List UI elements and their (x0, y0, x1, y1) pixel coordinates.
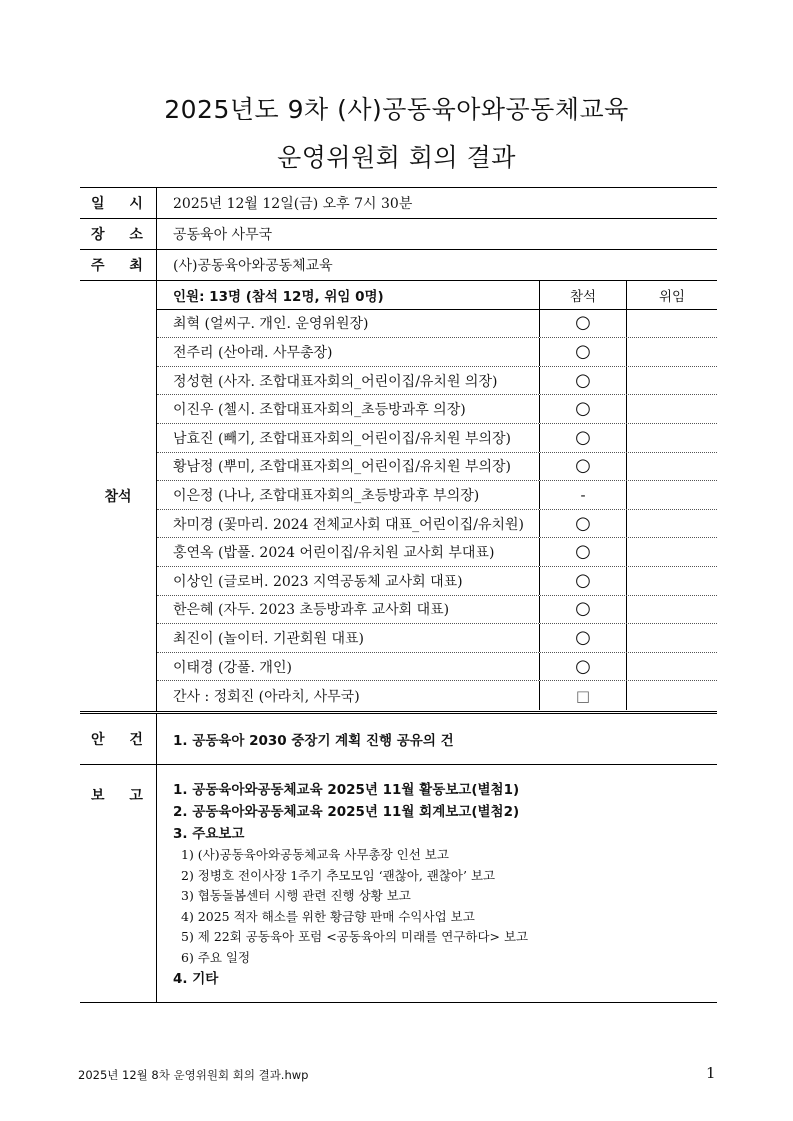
attendee-present-mark (540, 510, 627, 538)
attendee-present-mark (540, 624, 627, 652)
attendee-proxy-mark (627, 310, 717, 338)
present-mark: ○ (575, 455, 591, 477)
attendee-present-mark (540, 596, 627, 624)
column-present-header: 참석 (540, 281, 627, 309)
report-sub-item: 6) 주요 일정 (181, 949, 251, 965)
attendee-present-mark (540, 453, 627, 481)
present-mark: ○ (575, 569, 591, 591)
present-mark: ○ (575, 655, 591, 677)
attendance-label: 참석 (80, 281, 157, 711)
attendee-present-mark (540, 395, 627, 423)
attendee-name: 이상인 (글로버. 2023 지역공동체 교사회 대표) (157, 567, 540, 595)
attendee-row (157, 653, 717, 682)
present-mark: ○ (575, 426, 591, 448)
attendee-row (157, 510, 717, 539)
attendee-proxy-mark (627, 653, 717, 681)
attendee-proxy-mark (627, 596, 717, 624)
attendance-summary: 인원: 13명 (참석 12명, 위임 0명) (157, 281, 540, 309)
attendee-name: 차미경 (꽃마리. 2024 전체교사회 대표_어린이집/유치원) (157, 510, 540, 538)
host-row (80, 249, 717, 280)
attendee-name: 정성현 (사자. 조합대표자회의_어린이집/유치원 의장) (157, 367, 540, 395)
report-item-1: 1. 공동육아와공동체교육 2025년 11월 활동보고(별첨1) (173, 782, 520, 798)
attendee-name: 한은혜 (자두. 2023 초등방과후 교사회 대표) (157, 596, 540, 624)
attendee-name: 홍연옥 (밥풀. 2024 어린이집/유치원 교사회 부대표) (157, 538, 540, 566)
footer-filename: 2025년 12월 8차 운영위원회 회의 결과.hwp (78, 1068, 309, 1082)
attendee-proxy-mark (627, 567, 717, 595)
attendee-proxy-mark (627, 453, 717, 481)
date-label: 일 시 (80, 188, 157, 218)
place-value: 공동육아 사무국 (173, 227, 273, 243)
present-mark: ○ (575, 369, 591, 391)
attendee-proxy-mark (627, 338, 717, 366)
attendee-proxy-mark (627, 624, 717, 652)
date-row (80, 187, 717, 218)
attendee-row (157, 624, 717, 653)
present-mark: ○ (575, 312, 591, 334)
present-mark: □ (575, 686, 591, 705)
present-mark: ○ (575, 512, 591, 534)
attendee-name: 남효진 (빼기, 조합대표자회의_어린이집/유치원 부의장) (157, 424, 540, 452)
page-number: 1 (706, 1064, 716, 1082)
host-label: 주 최 (80, 250, 157, 280)
agenda-label: 안 건 (80, 714, 157, 764)
attendee-name: 황남정 (뿌미, 조합대표자회의_어린이집/유치원 부의장) (157, 453, 540, 481)
report-item-3: 3. 주요보고 (173, 826, 245, 842)
attendee-name: 이은정 (나나, 조합대표자회의_초등방과후 부의장) (157, 481, 540, 509)
attendee-row (157, 481, 717, 510)
host-value: (사)공동육아와공동체교육 (173, 258, 333, 274)
report-sub-item: 4) 2025 적자 해소를 위한 황금향 판매 수익사업 보고 (181, 908, 475, 924)
attendee-row (157, 681, 717, 710)
report-row (80, 764, 717, 1002)
present-mark: - (580, 485, 586, 504)
attendee-row (157, 395, 717, 424)
attendee-proxy-mark (627, 510, 717, 538)
attendee-name: 최혁 (얼씨구. 개인. 운영위원장) (157, 310, 540, 338)
attendee-name: 최진이 (놀이터. 기관회원 대표) (157, 624, 540, 652)
attendee-proxy-mark (627, 538, 717, 566)
attendee-row (157, 367, 717, 396)
attendee-row (157, 453, 717, 482)
report-label: 보 고 (80, 765, 157, 1002)
agenda-row (80, 711, 717, 764)
attendance-table (157, 281, 717, 711)
attendee-present-mark (540, 338, 627, 366)
report-item-4: 4. 기타 (173, 971, 219, 987)
attendee-present-mark (540, 538, 627, 566)
report-sub-item: 2) 정병호 전이사장 1주기 추모모임 ‘괜찮아, 괜찮아’ 보고 (181, 867, 496, 883)
attendee-proxy-mark (627, 424, 717, 452)
attendee-row (157, 424, 717, 453)
attendee-row (157, 338, 717, 367)
attendee-row (157, 310, 717, 339)
attendee-row (157, 596, 717, 625)
present-mark: ○ (575, 626, 591, 648)
present-mark: ○ (575, 340, 591, 362)
attendee-proxy-mark (627, 481, 717, 509)
document-title-line2: 운영위원회 회의 결과 (277, 143, 516, 172)
attendee-present-mark (540, 681, 627, 710)
attendee-present-mark (540, 481, 627, 509)
report-sub-item: 5) 제 22회 공동육아 포럼 <공동육아의 미래를 연구하다> 보고 (181, 929, 529, 944)
attendance-header-row (157, 281, 717, 310)
attendee-proxy-mark (627, 681, 717, 710)
agenda-item: 1. 공동육아 2030 중장기 계획 진행 공유의 건 (173, 733, 454, 749)
report-sub-item: 1) (사)공동육아와공동체교육 사무총장 인선 보고 (181, 847, 449, 862)
present-mark: ○ (575, 398, 591, 420)
attendee-row (157, 567, 717, 596)
attendee-present-mark (540, 310, 627, 338)
attendee-present-mark (540, 424, 627, 452)
attendee-name: 간사 : 정회진 (아라치, 사무국) (157, 681, 540, 710)
attendee-row (157, 538, 717, 567)
document-title-line1: 2025년도 9차 (사)공동육아와공동체교육 (164, 95, 629, 124)
attendee-name: 이진우 (첼시. 조합대표자회의_초등방과후 의장) (157, 395, 540, 423)
table-bottom-border (80, 1002, 717, 1003)
attendee-present-mark (540, 367, 627, 395)
place-row (80, 218, 717, 249)
report-sub-item: 3) 협동돌봄센터 시행 관련 진행 상황 보고 (181, 888, 411, 903)
report-item-2: 2. 공동육아와공동체교육 2025년 11월 회계보고(별첨2) (173, 804, 520, 820)
attendee-name: 전주리 (산아래. 사무총장) (157, 338, 540, 366)
attendee-present-mark (540, 653, 627, 681)
place-label: 장 소 (80, 219, 157, 249)
column-proxy-header: 위임 (658, 288, 686, 305)
minutes-table (80, 187, 717, 1003)
attendance-section (80, 280, 717, 711)
date-value: 2025년 12월 12일(금) 오후 7시 30분 (173, 196, 413, 212)
attendee-name: 이태경 (강풀. 개인) (157, 653, 540, 681)
attendee-proxy-mark (627, 395, 717, 423)
attendee-proxy-mark (627, 367, 717, 395)
attendee-present-mark (540, 567, 627, 595)
present-mark: ○ (575, 598, 591, 620)
report-body (157, 765, 717, 1002)
present-mark: ○ (575, 541, 591, 563)
